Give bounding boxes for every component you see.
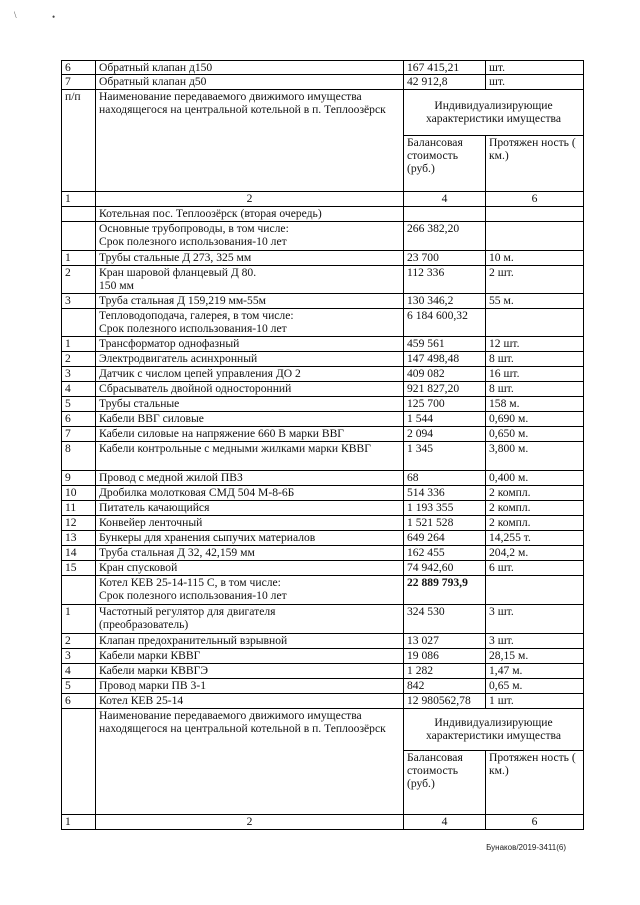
item-name: Кабели силовые на напряжение 660 В марки ВВГ (96, 426, 404, 441)
item-cost: 13 027 (404, 633, 486, 648)
table-row (62, 678, 584, 693)
item-unit: 8 шт. (486, 351, 584, 366)
property-table (61, 60, 584, 830)
table-row (62, 441, 584, 470)
item-unit: 204,2 м. (486, 545, 584, 560)
table-row (62, 336, 584, 351)
item-name: Кабели ВВГ силовые (96, 411, 404, 426)
header-cost: Балансовая стоимость (руб.) (404, 135, 486, 191)
row-number: 2 (62, 265, 96, 293)
section-title: Котельная пос. Теплоозёрск (вторая очередь) (96, 206, 404, 221)
item-cost: 74 942,60 (404, 560, 486, 575)
header-length: Протяжен ность ( км.) (486, 135, 584, 191)
item-cost: 162 455 (404, 545, 486, 560)
header-name: Наименование передаваемого движимого имущества находящегося на центральной котельной в п. Теплоозёрск (96, 89, 404, 191)
item-name: Сбрасыватель двойной односторонний (96, 381, 404, 396)
item-cost: 1 544 (404, 411, 486, 426)
row-number: 5 (62, 678, 96, 693)
column-number: 2 (96, 814, 404, 829)
item-unit: 2 компл. (486, 485, 584, 500)
table-row (62, 366, 584, 381)
item-name: Бункеры для хранения сыпучих материалов (96, 530, 404, 545)
table-row (62, 663, 584, 678)
header-name: Наименование передаваемого движимого имущества находящегося на центральной котельной в п. Теплоозёрск (96, 708, 404, 814)
item-cost: 1 521 528 (404, 515, 486, 530)
item-cost: 23 700 (404, 250, 486, 265)
item-unit: 2 шт. (486, 265, 584, 293)
table-row (62, 411, 584, 426)
item-cost: 130 346,2 (404, 293, 486, 308)
table-row (62, 485, 584, 500)
document-reference: Бунаков/2019-3411(6) (486, 843, 566, 852)
item-cost: 1 345 (404, 441, 486, 470)
row-number: 10 (62, 485, 96, 500)
item-cost: 68 (404, 470, 486, 485)
column-number: 6 (486, 814, 584, 829)
item-unit: шт. (486, 61, 584, 75)
header-length: Протяжен ность ( км.) (486, 750, 584, 814)
scan-mark: • (52, 12, 56, 22)
row-number: 14 (62, 545, 96, 560)
group-title: Котел КЕВ 25-14-115 С, в том числе: Срок полезного использования-10 лет (96, 575, 404, 604)
item-cost: 842 (404, 678, 486, 693)
table-row (62, 545, 584, 560)
row-number: 2 (62, 633, 96, 648)
table-row (62, 265, 584, 293)
column-number-row (62, 814, 584, 829)
item-unit: 1,47 м. (486, 663, 584, 678)
item-cost: 324 530 (404, 604, 486, 633)
item-unit: 6 шт. (486, 560, 584, 575)
item-cost: 921 827,20 (404, 381, 486, 396)
header-characteristics: Индивидуализирующие характеристики имущества (404, 708, 584, 750)
table-row (62, 61, 584, 75)
item-unit: 1 шт. (486, 693, 584, 708)
table-row (62, 293, 584, 308)
row-number: 13 (62, 530, 96, 545)
item-cost: 19 086 (404, 648, 486, 663)
item-cost: 514 336 (404, 485, 486, 500)
header-row (62, 89, 584, 135)
item-name: Кран спусковой (96, 560, 404, 575)
item-name: Дробилка молотковая СМД 504 М-8-6Б (96, 485, 404, 500)
group-row (62, 575, 584, 604)
item-cost: 409 082 (404, 366, 486, 381)
item-unit: 0,400 м. (486, 470, 584, 485)
row-number: 4 (62, 663, 96, 678)
scan-mark: \ (14, 10, 17, 20)
item-name: Датчик с числом цепей управления ДО 2 (96, 366, 404, 381)
row-number: 12 (62, 515, 96, 530)
group-title: Основные трубопроводы, в том числе: Срок полезного использования-10 лет (96, 221, 404, 250)
column-number: 6 (486, 191, 584, 206)
item-unit: 8 шт. (486, 381, 584, 396)
item-cost: 2 094 (404, 426, 486, 441)
item-cost: 167 415,21 (404, 61, 486, 75)
item-unit: 28,15 м. (486, 648, 584, 663)
item-name: Котел КЕВ 25-14 (96, 693, 404, 708)
item-unit: 3 шт. (486, 604, 584, 633)
row-number: 4 (62, 381, 96, 396)
row-number: 6 (62, 61, 96, 75)
header-number: п/п (62, 89, 96, 191)
item-unit: 0,650 м. (486, 426, 584, 441)
table-row (62, 633, 584, 648)
item-name: Кабели марки КВВГЭ (96, 663, 404, 678)
item-unit: 16 шт. (486, 366, 584, 381)
item-unit: 12 шт. (486, 336, 584, 351)
item-name: Трубы стальные Д 273, 325 мм (96, 250, 404, 265)
item-cost: 42 912,8 (404, 75, 486, 89)
item-name: Кабели контрольные с медными жилками марки КВВГ (96, 441, 404, 470)
row-number: 6 (62, 693, 96, 708)
row-number: 1 (62, 604, 96, 633)
table-row (62, 515, 584, 530)
table-row (62, 470, 584, 485)
group-cost: 22 889 793,9 (404, 575, 486, 604)
item-name: Клапан предохранительный взрывной (96, 633, 404, 648)
header-characteristics: Индивидуализирующие характеристики имущества (404, 89, 584, 135)
item-unit: 14,255 т. (486, 530, 584, 545)
item-name: Частотный регулятор для двигателя (преобразователь) (96, 604, 404, 633)
row-number: 15 (62, 560, 96, 575)
item-name: Обратный клапан д50 (96, 75, 404, 89)
group-cost: 6 184 600,32 (404, 308, 486, 336)
row-number: 3 (62, 648, 96, 663)
item-unit: 3 шт. (486, 633, 584, 648)
item-unit: 0,65 м. (486, 678, 584, 693)
item-name: Провод с медной жилой ПВЗ (96, 470, 404, 485)
item-name: Кабели марки КВВГ (96, 648, 404, 663)
section-row (62, 206, 584, 221)
table-row (62, 426, 584, 441)
group-row (62, 308, 584, 336)
item-cost: 1 193 355 (404, 500, 486, 515)
item-name: Трансформатор однофазный (96, 336, 404, 351)
row-number: 3 (62, 293, 96, 308)
table-row (62, 500, 584, 515)
item-name: Питатель качающийся (96, 500, 404, 515)
item-name: Кран шаровой фланцевый Д 80. 150 мм (96, 265, 404, 293)
group-cost: 266 382,20 (404, 221, 486, 250)
table-row (62, 648, 584, 663)
table-row (62, 693, 584, 708)
item-cost: 1 282 (404, 663, 486, 678)
item-cost: 649 264 (404, 530, 486, 545)
header-cost: Балансовая стоимость (руб.) (404, 750, 486, 814)
table-row (62, 381, 584, 396)
column-number: 4 (404, 814, 486, 829)
table-row (62, 604, 584, 633)
row-number: 11 (62, 500, 96, 515)
group-title: Тепловодоподача, галерея, в том числе: Срок полезного использования-10 лет (96, 308, 404, 336)
column-number-row (62, 191, 584, 206)
item-name: Конвейер ленточный (96, 515, 404, 530)
table-row (62, 396, 584, 411)
column-number: 1 (62, 814, 96, 829)
item-name: Провод марки ПВ 3-1 (96, 678, 404, 693)
item-name: Трубы стальные (96, 396, 404, 411)
item-cost: 12 980562,78 (404, 693, 486, 708)
column-number: 2 (96, 191, 404, 206)
item-unit: 158 м. (486, 396, 584, 411)
item-cost: 459 561 (404, 336, 486, 351)
item-unit: 0,690 м. (486, 411, 584, 426)
row-number: 9 (62, 470, 96, 485)
item-cost: 125 700 (404, 396, 486, 411)
row-number: 1 (62, 336, 96, 351)
group-row (62, 221, 584, 250)
item-unit: 2 компл. (486, 500, 584, 515)
column-number: 4 (404, 191, 486, 206)
item-unit: шт. (486, 75, 584, 89)
table-row (62, 75, 584, 89)
table-row (62, 530, 584, 545)
item-name: Труба стальная Д 32, 42,159 мм (96, 545, 404, 560)
row-number: 3 (62, 366, 96, 381)
row-number: 7 (62, 426, 96, 441)
item-unit: 2 компл. (486, 515, 584, 530)
row-number: 5 (62, 396, 96, 411)
table-row (62, 250, 584, 265)
row-number: 7 (62, 75, 96, 89)
item-cost: 147 498,48 (404, 351, 486, 366)
header-row (62, 708, 584, 750)
row-number: 6 (62, 411, 96, 426)
item-name: Обратный клапан д150 (96, 61, 404, 75)
item-unit: 10 м. (486, 250, 584, 265)
column-number: 1 (62, 191, 96, 206)
table-row (62, 351, 584, 366)
item-unit: 3,800 м. (486, 441, 584, 470)
row-number: 1 (62, 250, 96, 265)
item-cost: 112 336 (404, 265, 486, 293)
table-row (62, 560, 584, 575)
row-number: 2 (62, 351, 96, 366)
item-name: Труба стальная Д 159,219 мм-55м (96, 293, 404, 308)
item-unit: 55 м. (486, 293, 584, 308)
row-number: 8 (62, 441, 96, 470)
item-name: Электродвигатель асинхронный (96, 351, 404, 366)
